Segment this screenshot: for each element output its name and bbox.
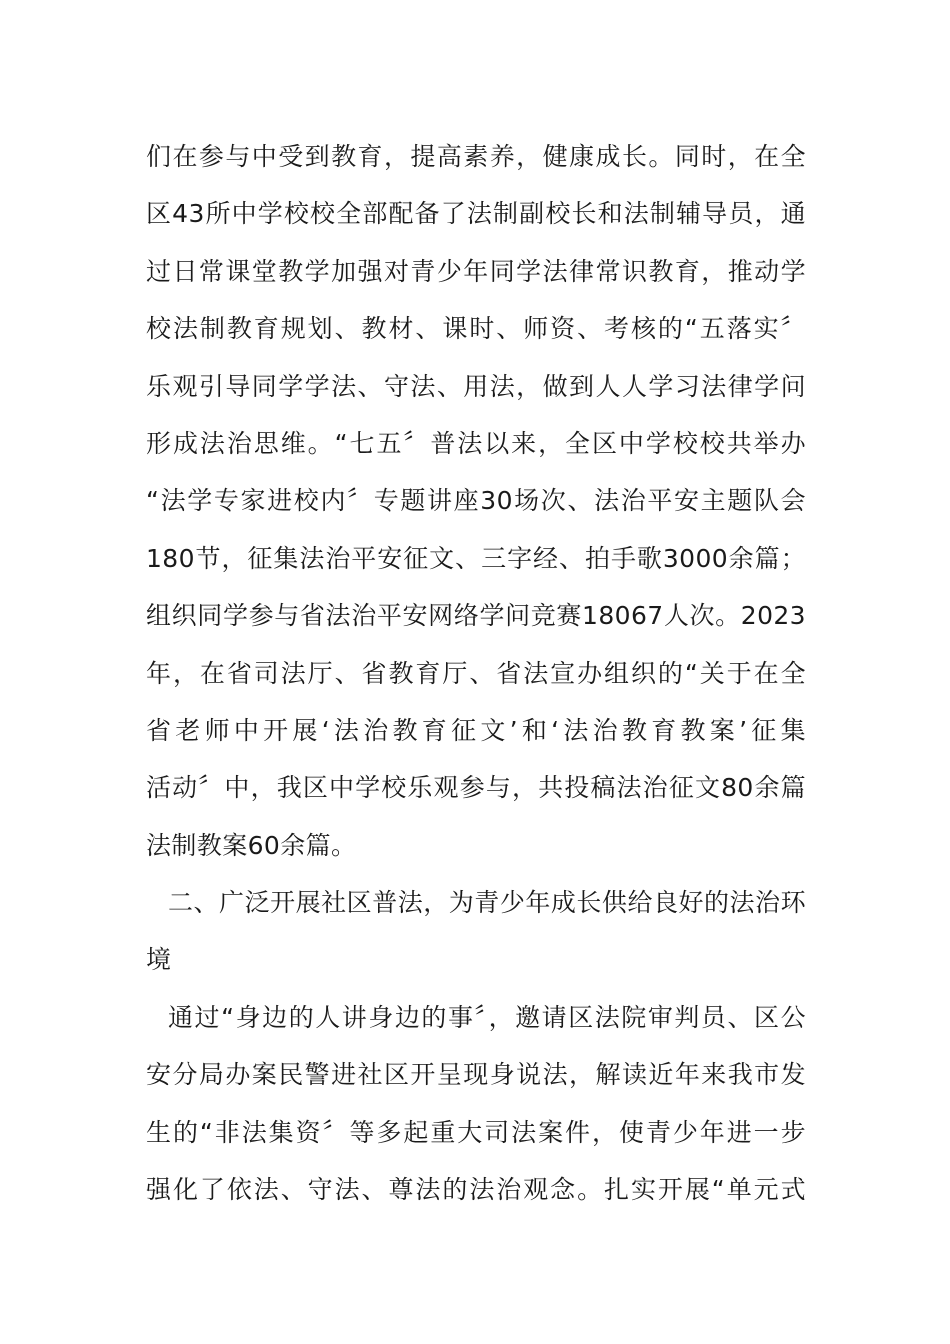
text-line: 过日常课堂教学加强对青少年同学法律常识教育，推动学 (146, 256, 806, 286)
text-line: 通过“身边的人讲身边的事〞，邀请区法院审判员、区公 (168, 1002, 806, 1032)
text-line: 安分局办案民警进社区开呈现身说法，解读近年来我市发 (146, 1060, 806, 1090)
text-line: 生的“非法集资〞等多起重大司法案件，使青少年进一步 (146, 1117, 806, 1147)
text-line: 形成法治思维。“七五〞普法以来，全区中学校校共举办 (146, 428, 806, 458)
text-line: 乐观引导同学学法、守法、用法，做到人人学习法律学问 (146, 371, 806, 401)
text-line: 们在参与中受到教育，提高素养，健康成长。同时，在全 (146, 142, 806, 171)
text-line: 省老师中开展‘法治教育征文’和‘法治教育教案’征集 (146, 715, 806, 745)
text-line: 法制教案60余篇。 (146, 830, 357, 860)
text-line: 强化了依法、守法、尊法的法治观念。扎实开展“单元式 (146, 1175, 806, 1205)
body-text (146, 128, 806, 1218)
section-heading-continued: 境 (146, 945, 172, 975)
text-line: “法学专家进校内〞专题讲座30场次、法治平安主题队会 (146, 486, 806, 516)
text-line: 区43所中学校校全部配备了法制副校长和法制辅导员，通 (146, 199, 806, 229)
text-line: 180节，征集法治平安征文、三字经、拍手歌3000余篇； (146, 543, 806, 573)
text-line: 校法制教育规划、教材、课时、师资、考核的“五落实〞 (146, 314, 806, 344)
text-line: 组织同学参与省法治平安网络学问竞赛18067人次。2023 (146, 601, 806, 631)
text-line: 年，在省司法厅、省教育厅、省法宣办组织的“关于在全 (146, 658, 806, 688)
section-heading: 二、广泛开展社区普法，为青少年成长供给良好的法治环 (168, 888, 806, 918)
text-line: 活动〞中，我区中学校乐观参与，共投稿法治征文80余篇 (146, 773, 806, 803)
